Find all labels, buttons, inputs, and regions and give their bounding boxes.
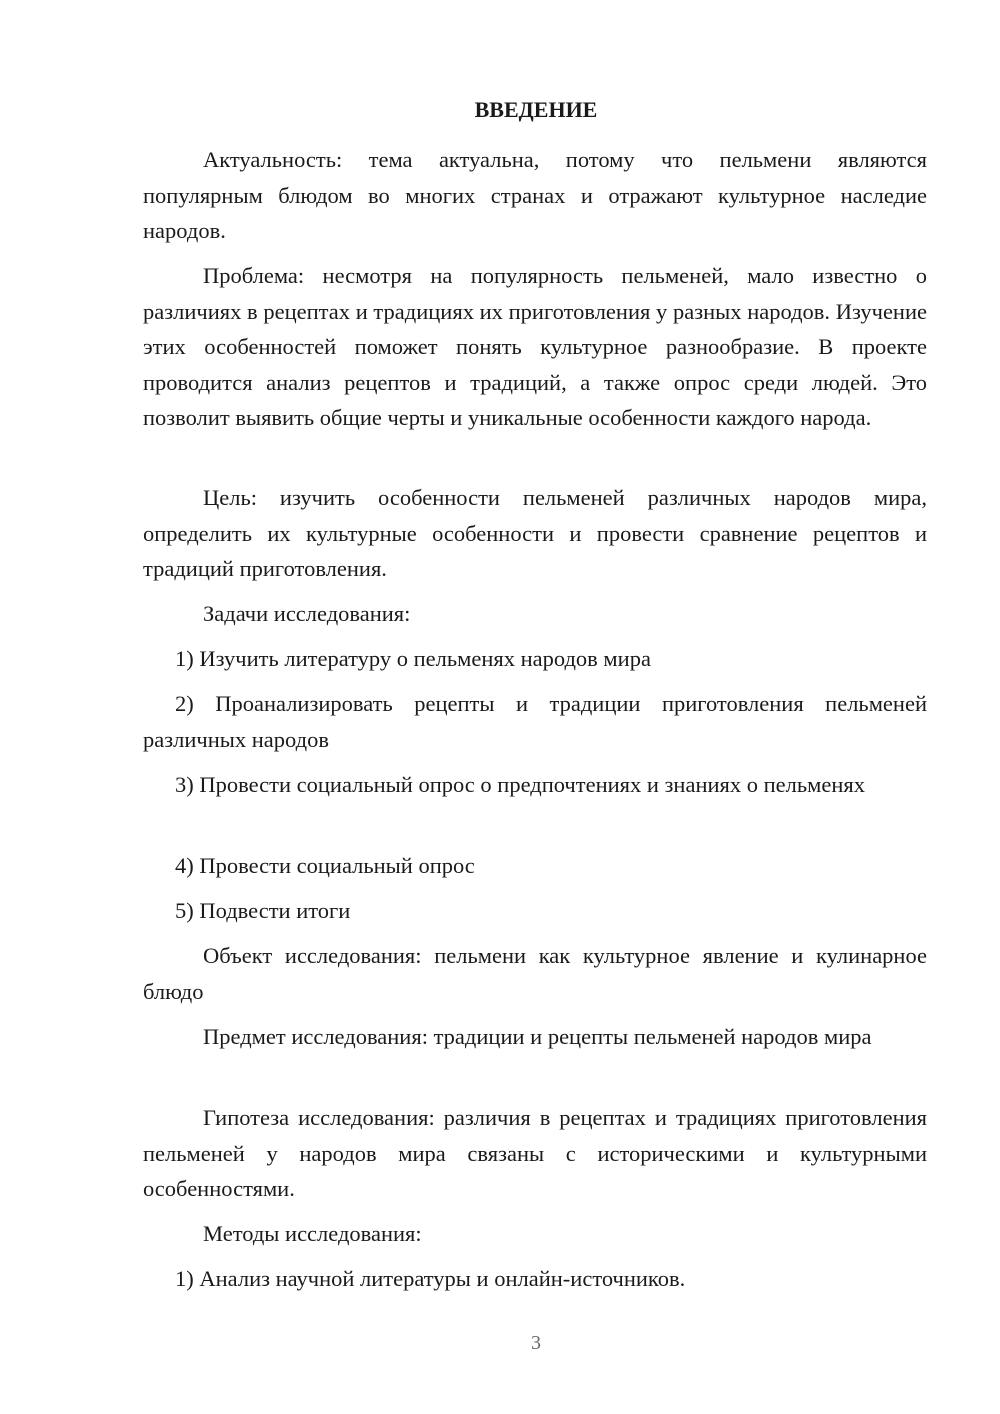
paragraph-object: Объект исследования: пельмени как культурное явление и кулинарное блюдо: [143, 943, 927, 1004]
list-item-task-2: 2) Проанализировать рецепты и традиции приготовления пельменей различных народов: [143, 691, 927, 752]
list-item-task-1: 1) Изучить литературу о пельменях народов мира: [175, 646, 651, 671]
list-item-task-4: 4) Провести социальный опрос: [175, 853, 475, 878]
paragraph-methods-heading: Методы исследования:: [203, 1221, 422, 1246]
page-number: 3: [531, 1332, 541, 1354]
list-item-task-5: 5) Подвести итоги: [175, 898, 351, 923]
paragraph-tasks-heading: Задачи исследования:: [203, 601, 411, 626]
paragraph-subject: Предмет исследования: традиции и рецепты пельменей народов мира: [203, 1024, 872, 1049]
paragraph-relevance: Актуальность: тема актуальна, потому что пельмени являются популярным блюдом во многих странах и отражают культурное наследие народов.: [143, 147, 927, 243]
list-item-method-1: 1) Анализ научной литературы и онлайн-источников.: [175, 1266, 686, 1291]
list-item-task-3: 3) Провести социальный опрос о предпочтениях и знаниях о пельменях: [175, 772, 866, 797]
paragraph-goal: Цель: изучить особенности пельменей различных народов мира, определить их культурные особенности и провести сравнение рецептов и традиций приготовления.: [143, 485, 927, 581]
section-heading: ВВЕДЕНИЕ: [474, 97, 598, 122]
paragraph-problem: Проблема: несмотря на популярность пельменей, мало известно о различиях в рецептах и традициях их приготовления у разных народов. Изучение этих особенностей поможет понять культурное разнообразие. В проекте проводится анализ рецептов и традиций, а также опрос среди людей. Это позволит выявить общие черты и уникальные особенности каждого народа.: [143, 263, 927, 430]
paragraph-hypothesis: Гипотеза исследования: различия в рецептах и традициях приготовления пельменей у народов мира связаны с историческими и культурными особенностями.: [143, 1105, 927, 1201]
